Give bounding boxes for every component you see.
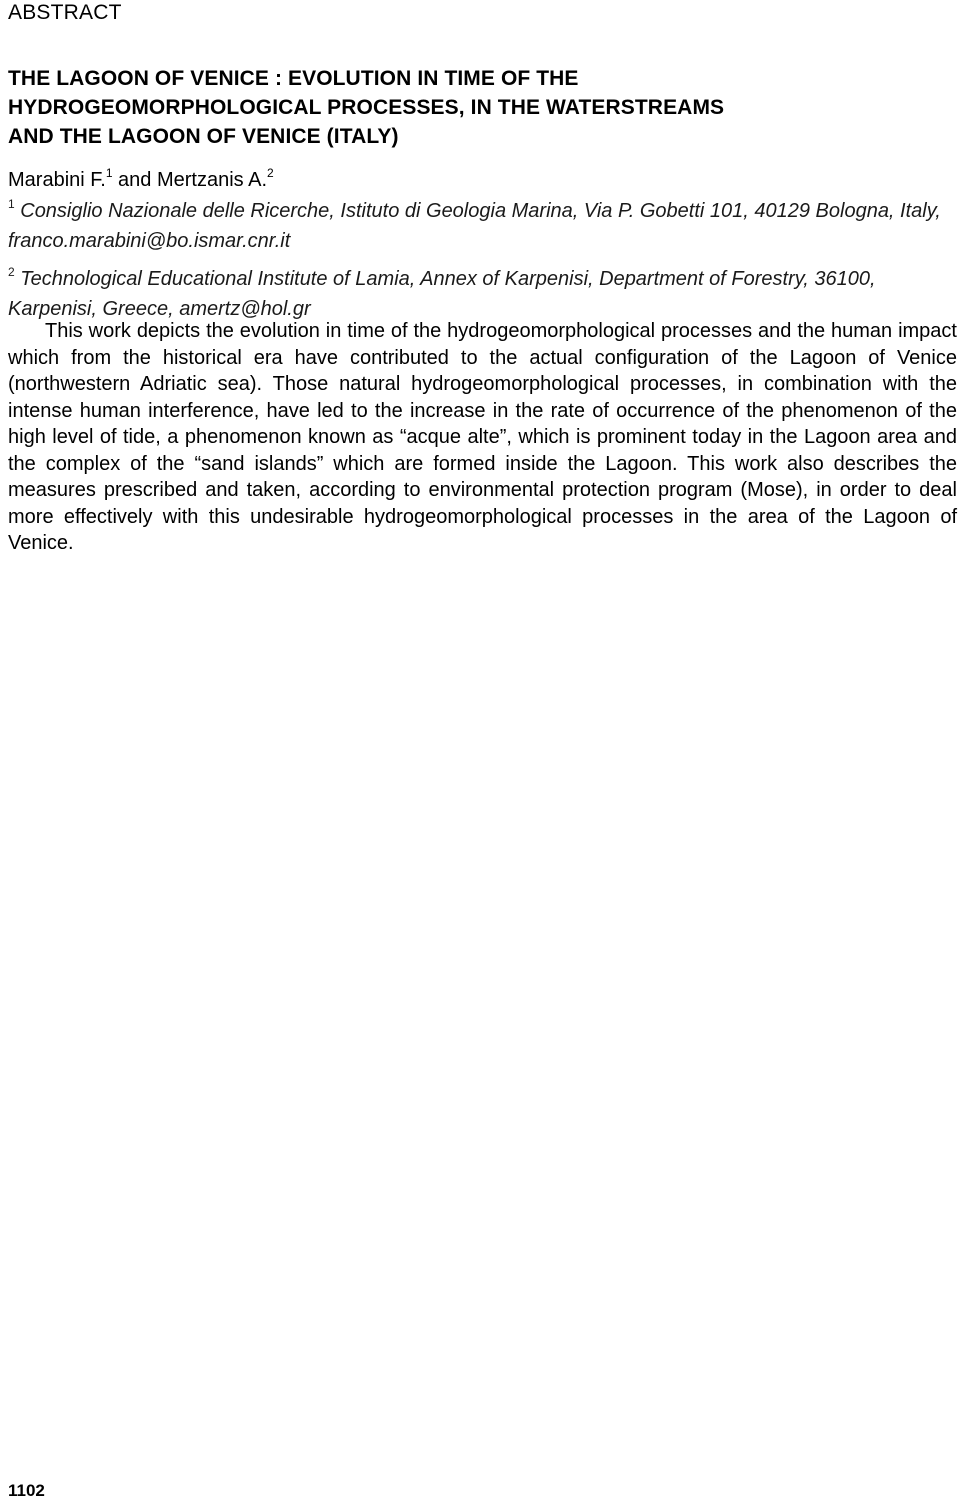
author-connector-and-name-2: and Mertzanis A. [112, 169, 268, 191]
author-list [8, 168, 274, 192]
page-number: 1102 [8, 1481, 45, 1500]
author-2-superscript: 2 [267, 166, 274, 180]
section-label: ABSTRACT [8, 1, 122, 24]
affiliation-1-text: Consiglio Nazionale delle Ricerche, Istituto di Geologia Marina, Via P. Gobetti 101, 40129 Bologna, Italy, franco.marabini@bo.ismar.cnr.it [8, 200, 941, 252]
affiliation-2 [8, 264, 953, 324]
author-1-superscript: 1 [105, 166, 113, 180]
paper-title [8, 64, 948, 151]
affiliation-2-marker: 2 [8, 265, 15, 279]
title-line-1: THE LAGOON OF VENICE : EVOLUTION IN TIME OF THE [8, 67, 579, 90]
author-name-1: Marabini F. [8, 169, 106, 191]
affiliation-1 [8, 196, 953, 256]
affiliation-1-marker: 1 [8, 197, 15, 211]
title-line-2: HYDROGEOMORPHOLOGICAL PROCESSES, IN THE WATERSTREAMS [8, 96, 725, 119]
title-line-3: AND THE LAGOON OF VENICE (ITALY) [8, 125, 399, 148]
abstract-body: This work depicts the evolution in time of the hydrogeomorphological processes and the human impact which from the historical era have contributed to the actual configuration of the Lagoon of Venice (northwestern Adriatic sea). Those natural hydrogeomorphological processes, in combination with the intense human interference, have led to the increase in the rate of occurrence of the phenomenon of the high level of tide, a phenomenon known as “acque alte”, which is prominent today in the Lagoon area and the complex of the “sand islands” which are formed inside the Lagoon. This work also describes the measures prescribed and taken, according to environmental protection program (Mose), in order to deal more effectively with this undesirable hydrogeomorphological processes in the area of the Lagoon of Venice. [8, 320, 957, 554]
affiliation-2-text: Technological Educational Institute of Lamia, Annex of Karpenisi, Department of Forestry, 36100, Karpenisi, Greece, amertz@hol.gr [8, 268, 876, 320]
